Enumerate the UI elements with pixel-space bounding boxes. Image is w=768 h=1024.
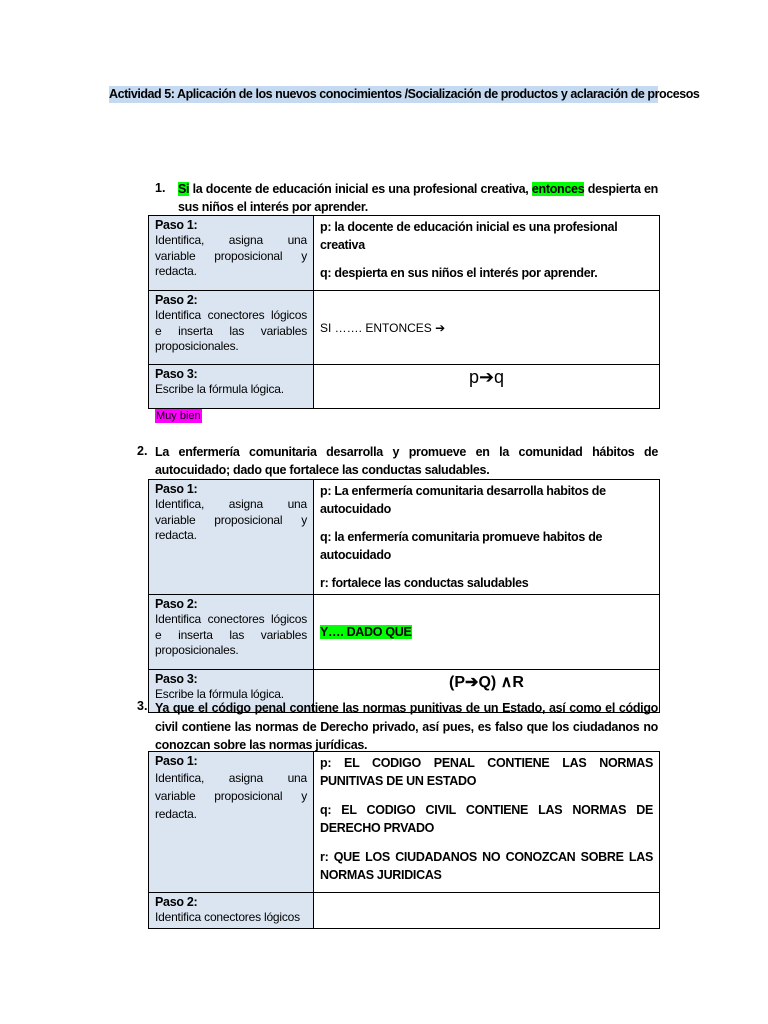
step-answer-cell — [314, 480, 660, 595]
exercise-2-number: 2. — [137, 444, 148, 458]
step-1-row — [149, 752, 660, 893]
step-label-cell — [149, 893, 314, 929]
step-answer-cell — [314, 216, 660, 291]
step-label: Paso 1: — [155, 218, 198, 232]
step-label-cell — [149, 365, 314, 409]
step-label: Paso 3: — [155, 367, 198, 381]
step-label: Paso 2: — [155, 895, 198, 909]
step-answer-cell — [314, 893, 660, 929]
step-2-row — [149, 291, 660, 365]
proposition-p: p: la docente de educación inicial es una profesional creativa — [320, 220, 618, 252]
step-description: Identifica conectores lógicos e inserta las variables proposicionales. — [155, 612, 307, 657]
step-answer-cell — [314, 595, 660, 670]
step-answer-cell — [314, 291, 660, 365]
step-label-cell — [149, 216, 314, 291]
step-answer-cell — [314, 365, 660, 409]
proposition-r: r: QUE LOS CIUDADANOS NO CONOZCAN SOBRE LAS NORMAS JURIDICAS — [320, 850, 653, 882]
step-description: Identifica conectores lógicos — [155, 910, 300, 924]
step-description: Escribe la fórmula lógica. — [155, 687, 284, 701]
step-label: Paso 1: — [155, 482, 198, 496]
exercise-2-statement: La enfermería comunitaria desarrolla y promueve en la comunidad hábitos de autocuidado; dado que fortalece las conductas saludables. — [155, 445, 658, 477]
step-2-row — [149, 893, 660, 929]
proposition-q: q: despierta en sus niños el interés por aprender. — [320, 266, 598, 280]
keyword-si: Si — [178, 182, 190, 196]
step-label: Paso 2: — [155, 597, 198, 611]
feedback-badge: Muy bien — [156, 410, 201, 422]
step-3-row — [149, 365, 660, 409]
step-label-cell — [149, 291, 314, 365]
proposition-q: q: la enfermería comunitaria promueve habitos de autocuidado — [320, 530, 603, 562]
exercise-1-statement: Si la docente de educación inicial es una profesional creativa, entonces despierta en sus niños el interés por aprender. — [178, 182, 658, 214]
logic-formula: (P➔Q) ∧R — [449, 674, 524, 691]
step-label-cell — [149, 595, 314, 670]
step-2-row — [149, 595, 660, 670]
step-description: Identifica, asigna una variable proposicional y redacta. — [155, 233, 307, 278]
connector-answer: Y…. DADO QUE — [320, 625, 412, 639]
step-description: Identifica, asigna una variable proposicional y redacta. — [155, 771, 307, 821]
connector-answer: SI ……. ENTONCES ➔ — [320, 320, 446, 335]
proposition-r: r: fortalece las conductas saludables — [320, 576, 529, 590]
step-label-cell — [149, 752, 314, 893]
step-label: Paso 1: — [155, 754, 198, 768]
step-answer-cell — [314, 752, 660, 893]
step-description: Identifica conectores lógicos e inserta las variables proposicionales. — [155, 308, 307, 353]
logic-formula: p➔q — [468, 367, 505, 387]
keyword-entonces: entonces — [531, 182, 585, 196]
exercise-1-number: 1. — [155, 181, 166, 195]
proposition-p: p: EL CODIGO PENAL CONTIENE LAS NORMAS PUNITIVAS DE UN ESTADO — [320, 756, 653, 788]
exercise-3-number: 3. — [137, 699, 148, 713]
step-label-cell — [149, 480, 314, 595]
step-1-row — [149, 216, 660, 291]
proposition-q: q: EL CODIGO CIVIL CONTIENE LAS NORMAS DE DERECHO PRVADO — [320, 803, 653, 835]
step-description: Identifica, asigna una variable proposicional y redacta. — [155, 497, 307, 542]
exercise-3-table — [148, 751, 660, 929]
step-description: Escribe la fórmula lógica. — [155, 382, 284, 396]
exercise-2-table — [148, 479, 660, 713]
step-label: Paso 2: — [155, 293, 198, 307]
step-label: Paso 3: — [155, 672, 198, 686]
step-1-row — [149, 480, 660, 595]
exercise-1-table — [148, 215, 660, 409]
proposition-p: p: La enfermería comunitaria desarrolla habitos de autocuidado — [320, 484, 606, 516]
exercise-3-statement: Ya que el código penal contiene las normas punitivas de un Estado, así como el código civil contiene las normas de Derecho privado, así pues, es falso que los ciudadanos no conozcan sobre las normas jurídicas. — [155, 701, 658, 752]
document-title: Actividad 5: Aplicación de los nuevos conocimientos /Socialización de productos y aclaración de procesos — [109, 87, 700, 101]
